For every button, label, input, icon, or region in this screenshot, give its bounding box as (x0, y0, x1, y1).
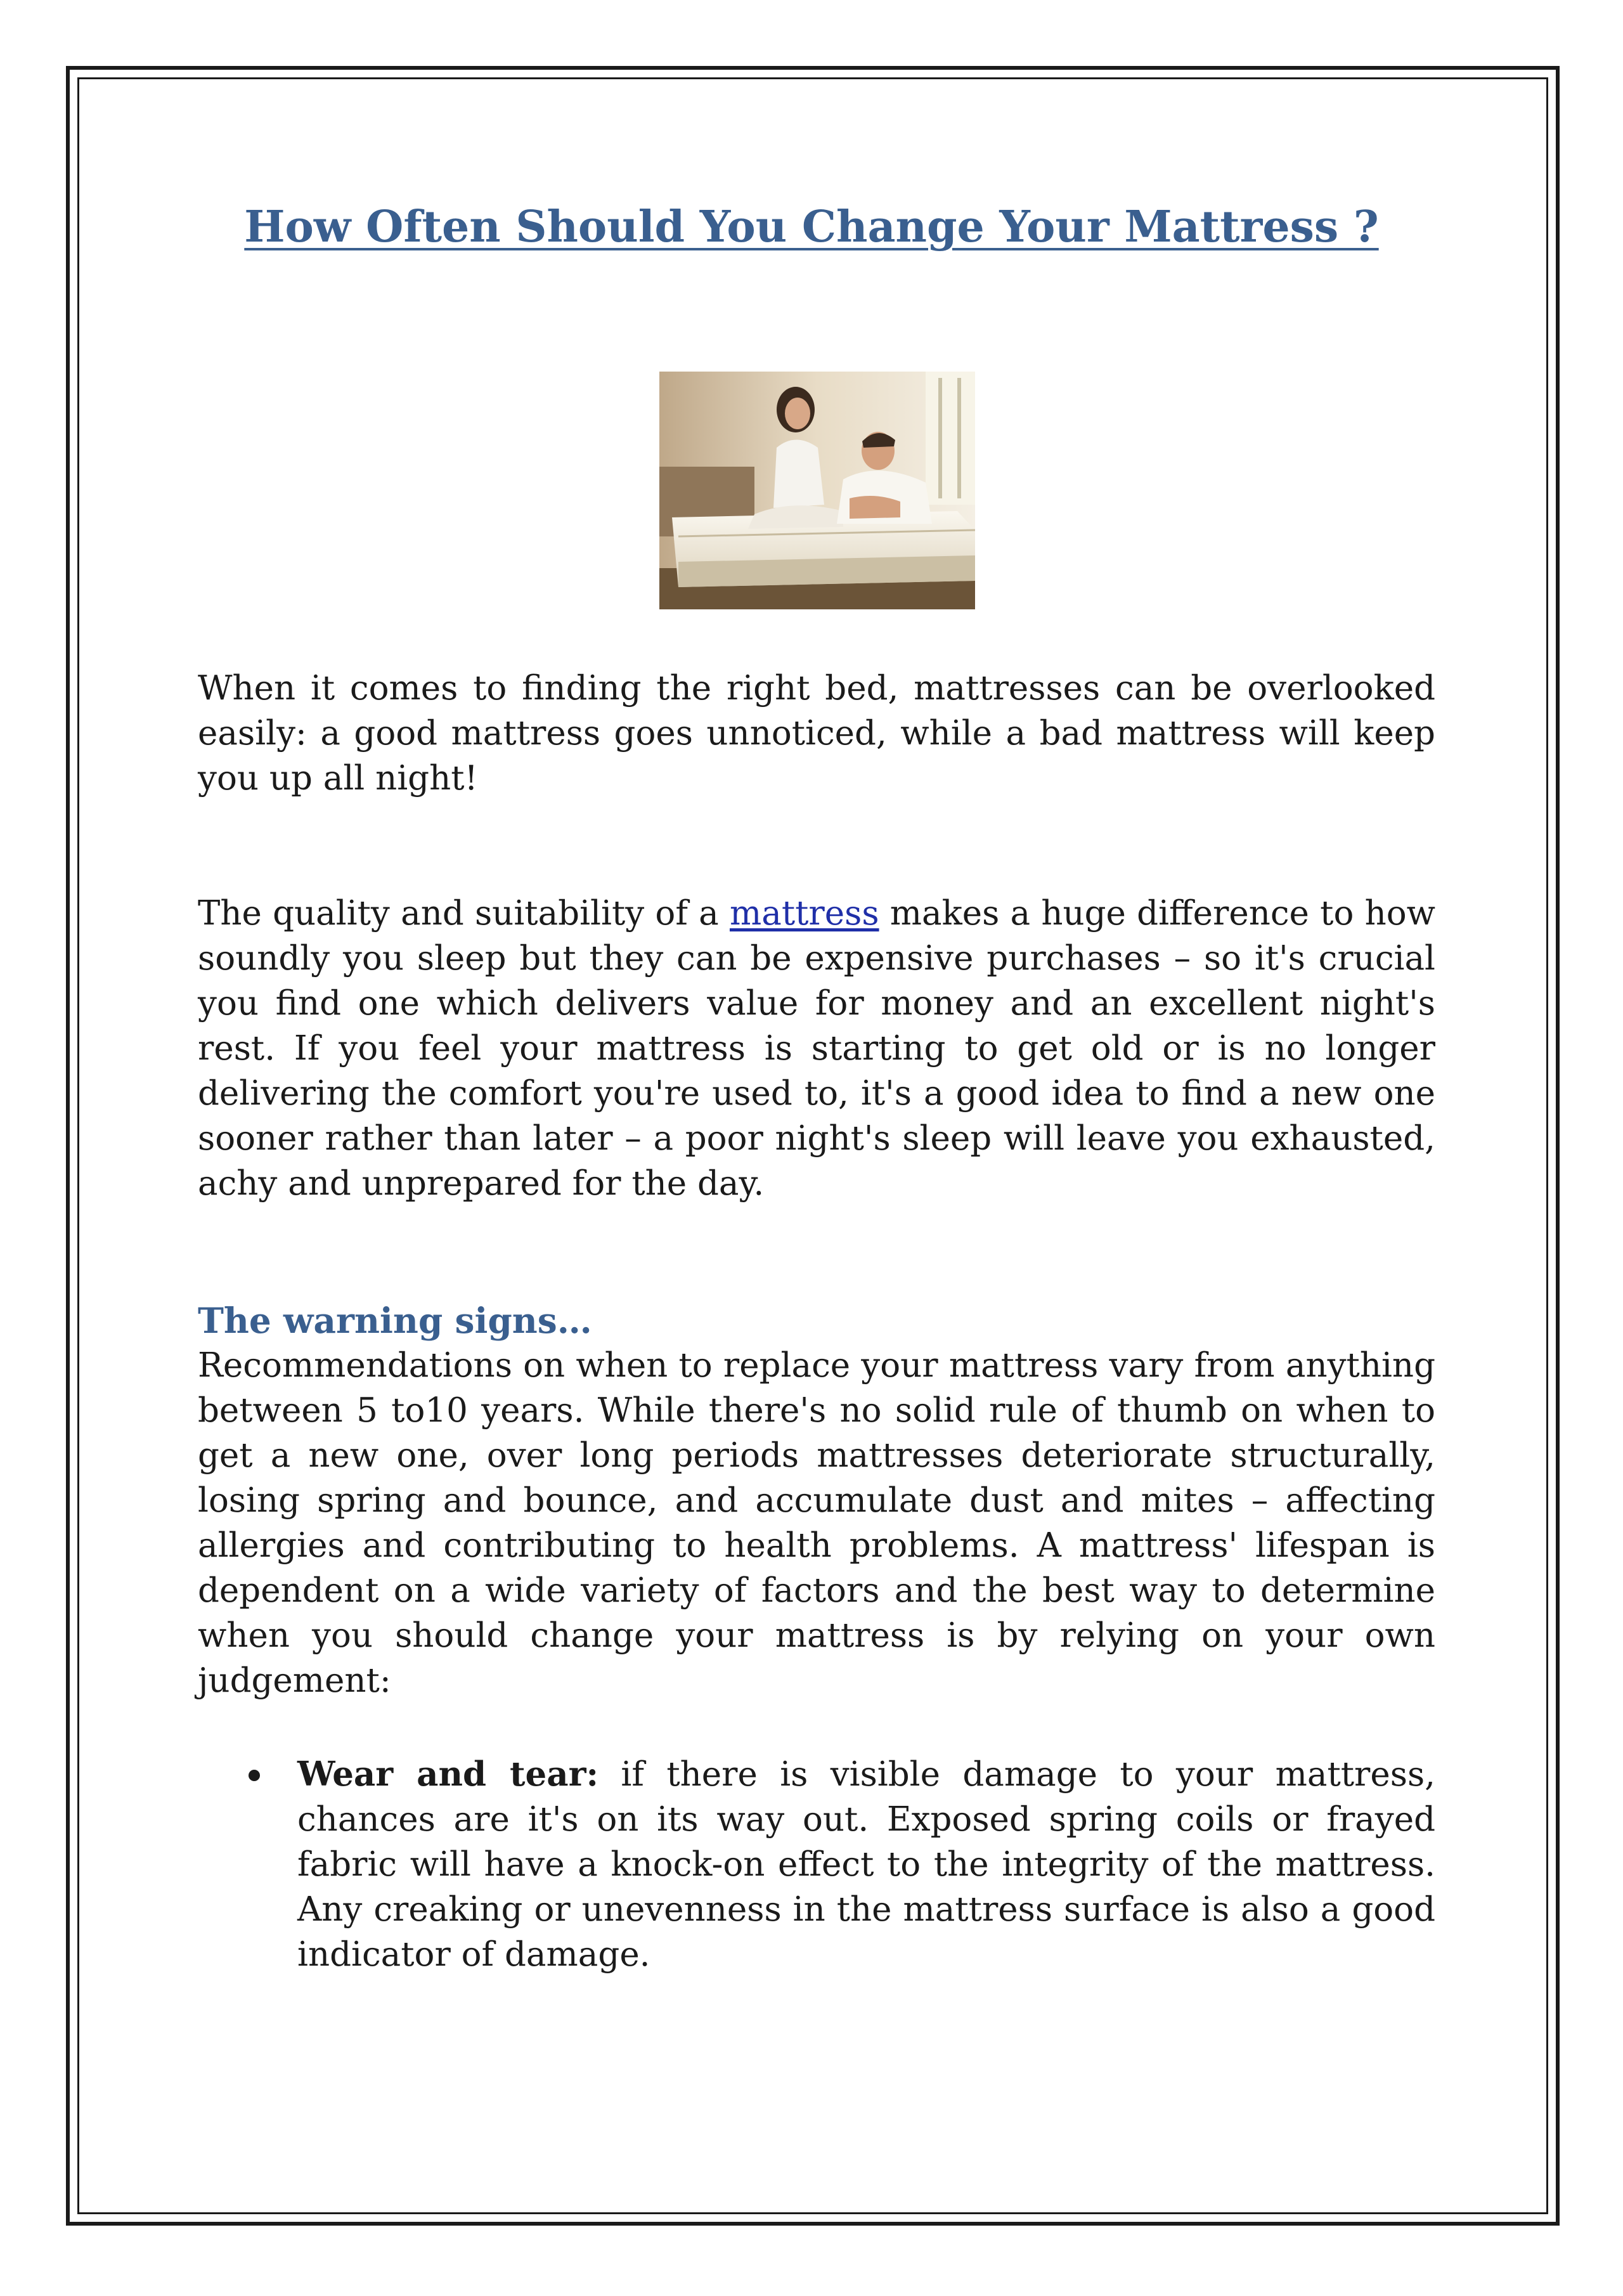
list-item (297, 1752, 1435, 1977)
intro-paragraph: When it comes to finding the right bed, mattresses can be overlooked easily: a good mattress goes unnoticed, while a bad mattress will keep you up all night! (198, 669, 1435, 798)
warning-signs-paragraph: Recommendations on when to replace your mattress vary from anything between 5 to10 years. While there's no solid rule of thumb on when to get a new one, over long periods mattresses deteriorate structurally, losing spring and bounce, and accumulate dust and mites – affecting allergies and contributing to health problems. A mattress' lifespan is dependent on a wide variety of factors and the best way to determine when you should change your mattress is by relying on your own judgement: (198, 1346, 1435, 1700)
page-title: How Often Should You Change Your Mattress ? (244, 202, 1379, 252)
quality-paragraph-end: makes a huge difference to how soundly you sleep but they can be expensive purchases – so it's crucial you find one which delivers value for money and an excellent night's rest. If you feel your mattress is starting to get old or is no longer delivering the comfort you're used to, it's a good idea to find a new one sooner rather than later – a poor night's sleep will leave you exhausted, achy and unprepared for the day. (198, 894, 1435, 1203)
bullet-dot-icon (249, 1770, 260, 1781)
bullet-list (198, 1752, 1435, 1977)
warning-signs-heading: The warning signs… (198, 1300, 592, 1341)
quality-paragraph-start: The quality and suitability of a (198, 894, 730, 933)
bed-couple-photo (659, 372, 975, 609)
mattress-link[interactable]: mattress (729, 894, 879, 933)
list-item-label: Wear and tear: (297, 1754, 599, 1794)
list-item-text: if there is visible damage to your mattress, chances are it's on its way out. Exposed spring coils or frayed fabric will have a knock-on effect to the integrity of the mattress. Any creaking or unevenness in the mattress surface is also a good indicator of damage. (297, 1755, 1436, 1974)
quality-paragraph (198, 891, 1435, 1206)
